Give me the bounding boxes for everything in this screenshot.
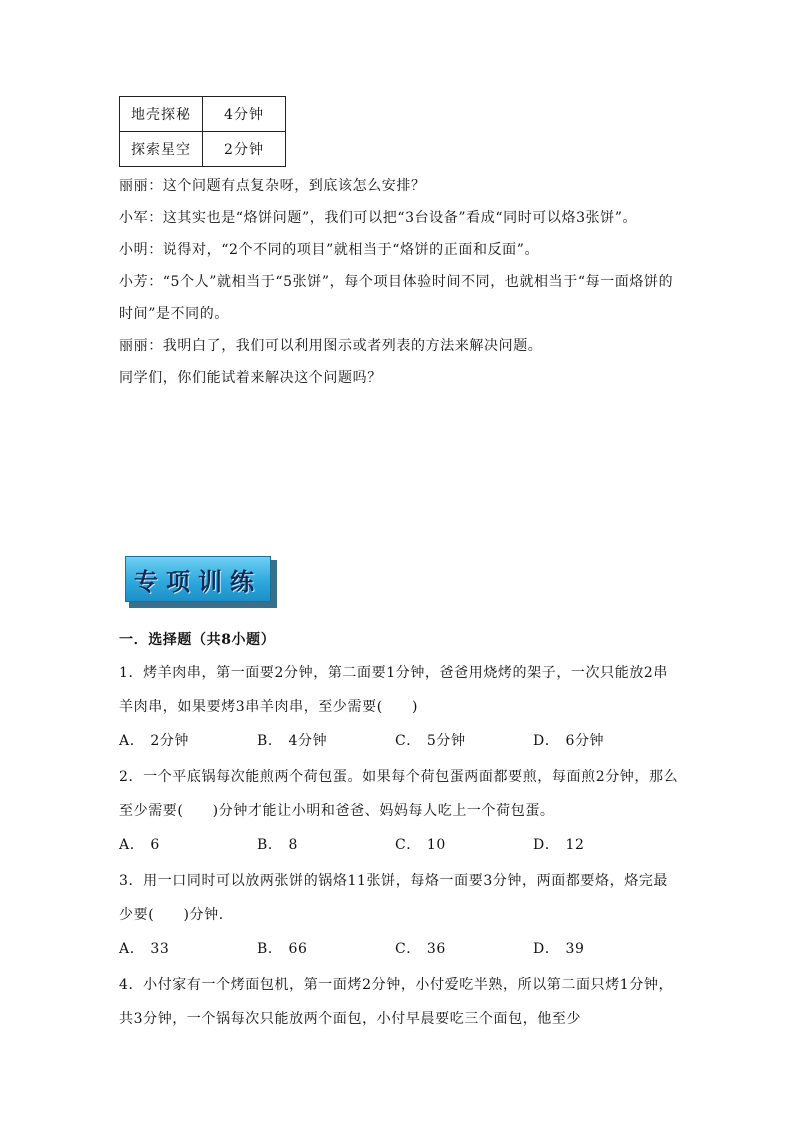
option-label: A．: [119, 941, 145, 957]
question: [119, 968, 679, 1036]
option-value: 33: [150, 941, 170, 957]
question: [119, 760, 679, 862]
table-row: [120, 97, 286, 132]
option: [119, 724, 257, 758]
option-list: [119, 724, 679, 758]
option: [257, 828, 395, 862]
option-label: C．: [395, 733, 421, 749]
dialogue-line: 小明：说得对，“2个不同的项目”就相当于“烙饼的正面和反面”。: [119, 242, 540, 258]
option: [533, 828, 671, 862]
section-banner: [125, 556, 277, 608]
question-text: 3．用一口同时可以放两张饼的锅烙11张饼，每烙一面要3分钟，两面都要烙，烙完最少要( )分钟．: [119, 873, 669, 923]
option-label: D．: [533, 941, 560, 957]
option-value: 12: [565, 837, 585, 853]
option-label: A．: [119, 837, 145, 853]
option-label: B．: [257, 837, 283, 853]
option-value: 2分钟: [150, 733, 190, 749]
option-label: A．: [119, 733, 145, 749]
question-text: 1．烤羊肉串，第一面要2分钟，第二面要1分钟，爸爸用烧烤的架子，一次只能放2串羊肉串，如果要烤3串羊肉串，至少需要( ): [119, 665, 669, 715]
option-label: C．: [395, 941, 421, 957]
option: [257, 724, 395, 758]
option: [395, 828, 533, 862]
option-list: [119, 828, 679, 862]
option: [119, 932, 257, 966]
option-value: 39: [565, 941, 585, 957]
question: [119, 864, 679, 966]
table-cell: 地壳探秘: [120, 97, 203, 132]
option: [257, 932, 395, 966]
option: [119, 828, 257, 862]
question-text: 2．一个平底锅每次能煎两个荷包蛋。如果每个荷包蛋两面都要煎，每面煎2分钟，那么至少需要( )分钟才能让小明和爸爸、妈妈每人吃上一个荷包蛋。: [119, 769, 679, 819]
dialogue-line: 丽丽：我明白了，我们可以利用图示或者列表的方法来解决问题。: [119, 338, 543, 354]
option: [533, 932, 671, 966]
option: [533, 724, 671, 758]
option-value: 36: [426, 941, 446, 957]
option-label: B．: [257, 733, 283, 749]
dialogue-line: 小军：这其实也是“烙饼问题”，我们可以把“3台设备”看成“同时可以烙3张饼”。: [119, 210, 638, 226]
option-value: 6分钟: [565, 733, 605, 749]
dialogue-block: [119, 170, 679, 394]
table-cell: 探索星空: [120, 132, 203, 167]
exercise-content: [119, 624, 679, 1036]
option-label: D．: [533, 837, 560, 853]
option-value: 66: [288, 941, 308, 957]
option-value: 8: [288, 837, 299, 853]
option-value: 10: [426, 837, 446, 853]
option-label: B．: [257, 941, 283, 957]
section-title: 一．选择题（共8小题）: [119, 632, 276, 648]
activity-time-table: [119, 96, 286, 167]
table-row: [120, 132, 286, 167]
option-label: C．: [395, 837, 421, 853]
banner-face: [125, 556, 271, 602]
dialogue-line: 小芳：“5个人”就相当于“5张饼”，每个项目体验时间不同，也就相当于“每一面烙饼的时间”是不同的。: [119, 274, 674, 322]
option: [395, 724, 533, 758]
question: [119, 656, 679, 758]
option-value: 4分钟: [288, 733, 328, 749]
dialogue-line: 丽丽：这个问题有点复杂呀，到底该怎么安排？: [119, 178, 426, 194]
dialogue-line: 同学们，你们能试着来解决这个问题吗？: [119, 370, 382, 386]
option-list: [119, 932, 679, 966]
option-label: D．: [533, 733, 560, 749]
option-value: 5分钟: [426, 733, 466, 749]
option-value: 6: [150, 837, 160, 853]
banner-title: 专项训练: [134, 566, 262, 596]
question-text: 4．小付家有一个烤面包机，第一面烤2分钟，小付爱吃半熟，所以第二面只烤1分钟，共3分钟，一个锅每次只能放两个面包，小付早晨要吃三个面包，他至少: [119, 977, 674, 1027]
table-cell: 2分钟: [203, 132, 286, 167]
table-cell: 4分钟: [203, 97, 286, 132]
option: [395, 932, 533, 966]
